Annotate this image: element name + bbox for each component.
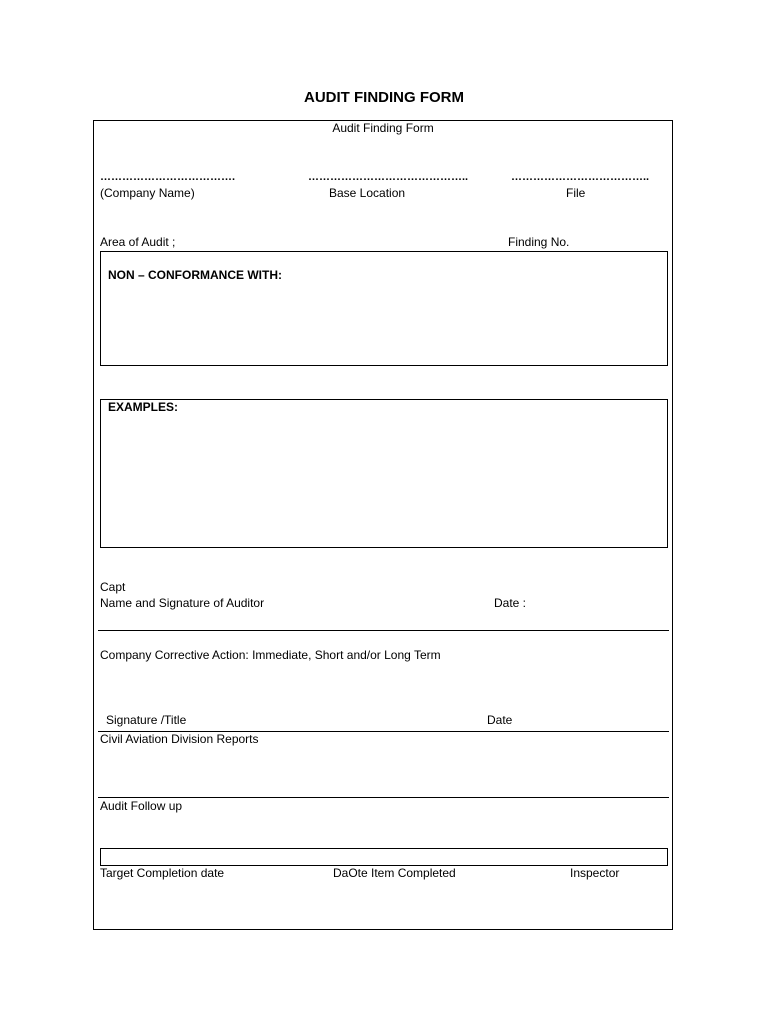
company-name-dots: ………………………………. [100,171,236,183]
company-name-label: (Company Name) [100,186,195,200]
target-completion-label: Target Completion date [100,866,225,880]
file-label: File [566,186,586,200]
civil-aviation-label: Civil Aviation Division Reports [100,732,259,746]
inspector-label: Inspector [570,866,620,880]
corrective-action-label: Company Corrective Action: Immediate, Short and/or Long Term [100,648,441,662]
file-dots: ……………………………….. [511,171,650,183]
auditor-name-signature-label: Name and Signature of Auditor [100,596,265,610]
date-item-completed-label: DaOte Item Completed [333,866,456,880]
follow-up-box[interactable] [100,848,668,866]
base-location-dots: …………………………………….. [308,171,469,183]
corrective-date-label: Date [487,713,513,727]
signature-title-label: Signature /Title [106,713,187,727]
examples-label: EXAMPLES: [108,400,179,414]
non-conformance-label: NON – CONFORMANCE WITH: [108,268,282,282]
page-title: AUDIT FINDING FORM [304,89,464,106]
base-location-label: Base Location [329,186,406,200]
auditor-divider [98,630,669,631]
auditor-capt: Capt [100,580,126,594]
examples-box[interactable] [100,399,668,548]
finding-no-label: Finding No. [508,235,570,249]
area-of-audit-label: Area of Audit ; [100,235,176,249]
form-subtitle: Audit Finding Form [332,121,434,135]
auditor-date-label: Date : [494,596,527,610]
civil-aviation-divider [98,797,669,798]
audit-follow-up-label: Audit Follow up [100,799,183,813]
